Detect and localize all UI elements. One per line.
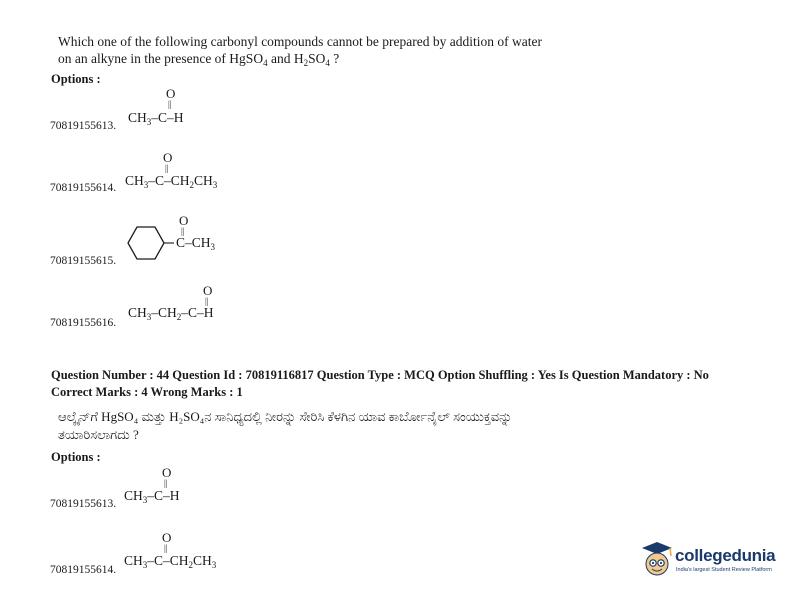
logo-name: collegedunia [675,546,776,565]
option-id[interactable]: 70819155614. [50,564,117,576]
carbonyl-oxygen: O [179,213,189,228]
option-id[interactable]: 70819155613. [50,120,117,132]
carbonyl-oxygen: O [166,86,176,101]
option-id[interactable]: 70819155616. [50,317,117,329]
formula-option-2: $CH_3-C-CH_2CH_3$ [124,553,217,570]
question-meta [51,367,751,401]
formula-option-2: $CH_3-C-CH_2CH_3$ [125,173,218,190]
option-id[interactable]: 70819155614. [50,182,117,194]
double-bond: || [205,296,209,306]
carbonyl-oxygen: O [163,150,173,165]
formula-option-1: $CH_3-C-H$ [128,110,184,127]
question-line-2: on an alkyne in the presence of HgSO$_4$ and $H_2SO_4$ ? [58,51,340,68]
question-meta-line-1: Question Number : 44 Question Id : 70819116817 Question Type : MCQ Option Shuffling : Yes Is Question Mandatory : No [51,368,709,382]
logo-tagline: India's largest Student Review Platform [676,567,772,573]
question-line-1: Which one of the following carbonyl compounds cannot be prepared by addition of water [58,34,542,49]
formula-option-3: $C-CH_3$ [176,235,216,252]
question-meta-line-2: Correct Marks : 4 Wrong Marks : 1 [51,385,243,399]
double-bond: || [164,543,168,553]
question-text [58,33,658,67]
carbonyl-oxygen: O [203,283,213,298]
formula-option-4: $CH_3-CH_2-C-H$ [128,305,214,322]
option-id[interactable]: 70819155613. [50,498,117,510]
double-bond: || [165,163,169,173]
collegedunia-logo[interactable] [640,540,785,580]
option-id[interactable]: 70819155615. [50,255,117,267]
options-heading: Options : [51,450,101,464]
kannada-line-1: ಆಲ್ಕೈನ್‌ಗೆ HgSO₄ ಮತ್ತು H₂SO₄ನ ಸಾನಿಧ್ಯದಲ್ಲಿ ನೀರನ್ನು ಸೇರಿಸಿ ಕೆಳಗಿನ ಯಾವ ಕಾರ್ಬೋನೈಲ್ ಸಂಯುಕ್ತವನ್ನು [58,409,513,424]
question-text-kannada [58,408,698,444]
mascot-icon [640,540,674,580]
carbonyl-oxygen: O [162,465,172,480]
carbonyl-oxygen: O [162,530,172,545]
kannada-line-2: ತಯಾರಿಸಲಾಗದು ? [58,427,139,442]
options-heading: Options : [51,72,101,86]
formula-option-1: $CH_3-C-H$ [124,488,180,505]
double-bond: || [181,226,185,236]
double-bond: || [164,478,168,488]
double-bond: || [168,99,172,109]
cyclohexane-ring-icon [126,224,176,264]
